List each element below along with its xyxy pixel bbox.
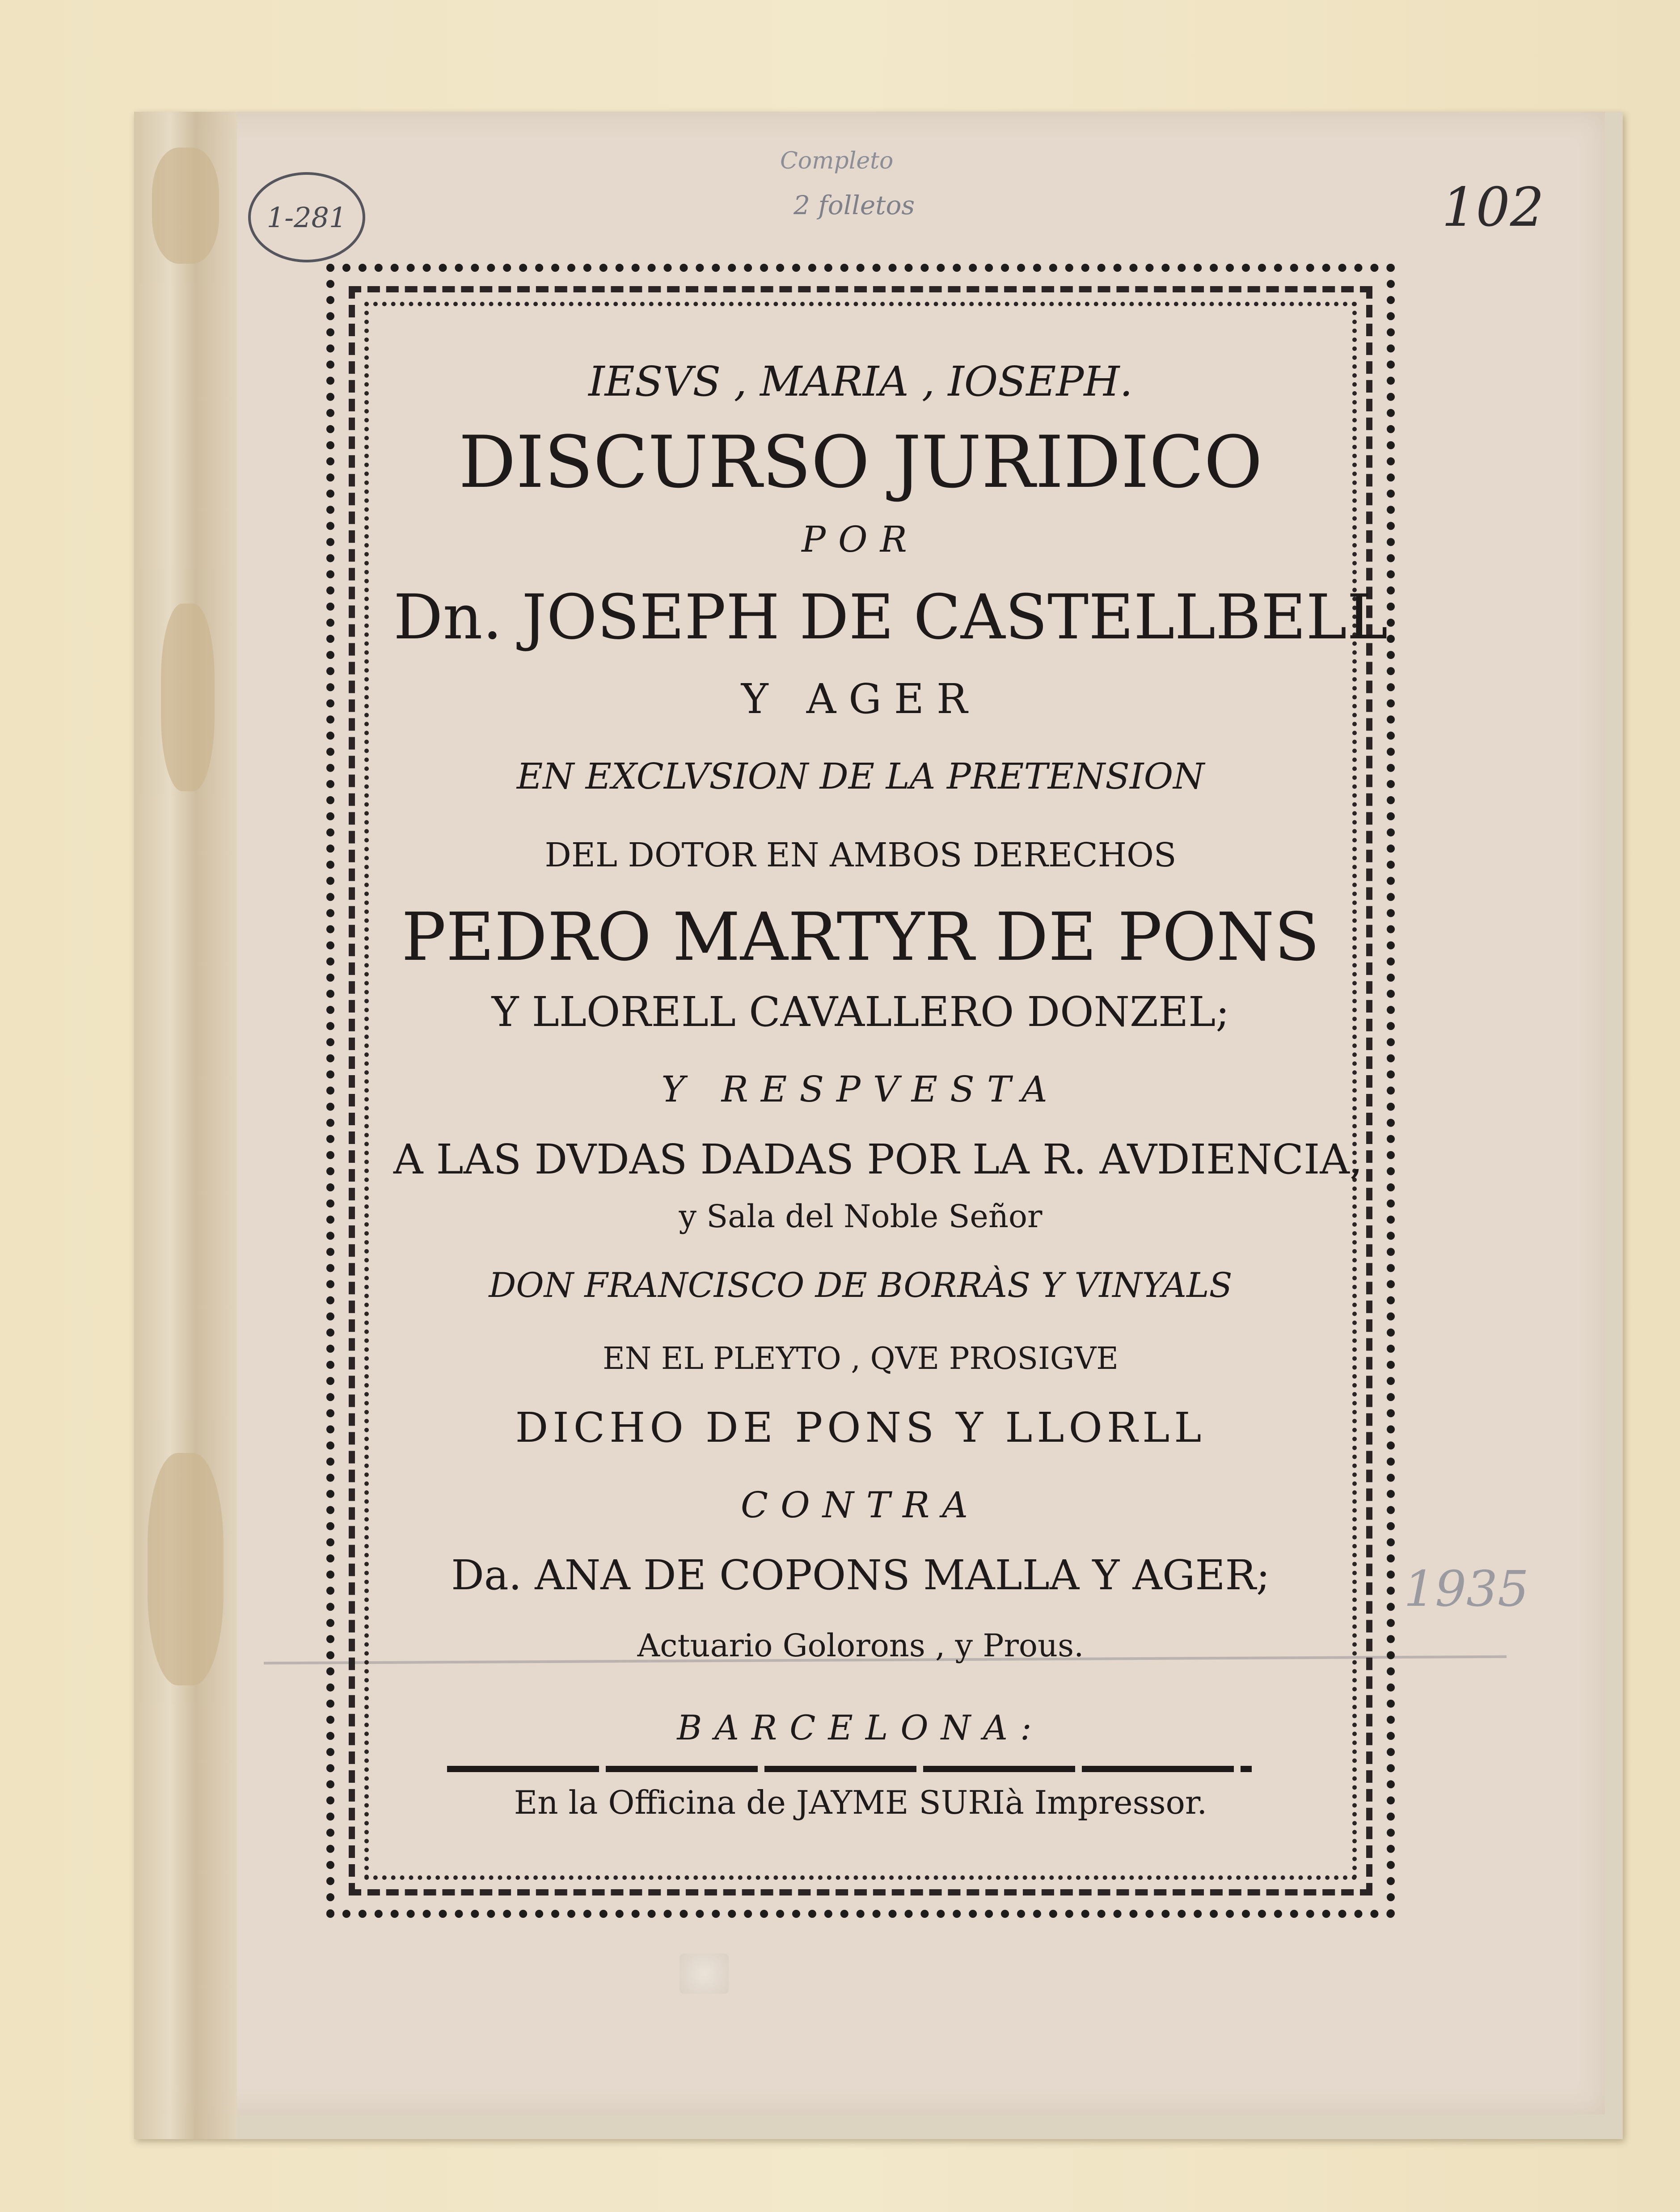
invocation: IESVS , MARIA , IOSEPH. [588, 358, 1133, 405]
worn-spine [134, 112, 237, 2139]
don-francisco-line: DON FRANCISCO DE BORRÀS Y VINYALS [489, 1265, 1233, 1305]
opponent-line: PEDRO MARTYR DE PONS [401, 899, 1320, 975]
doctor-line: DEL DOTOR EN AMBOS DERECHOS [545, 836, 1177, 874]
ana-line: Da. ANA DE COPONS MALLA Y AGER; [451, 1551, 1270, 1599]
spine-tear [152, 148, 219, 264]
spine-tear [148, 1453, 224, 1685]
handwritten-side-number: 1935 [1404, 1560, 1529, 1617]
imprint-rule [447, 1766, 1252, 1772]
printer-line: En la Officina de JAYME SURIà Impressor. [514, 1784, 1207, 1821]
circled-catalog-number: 1-281 [248, 172, 365, 262]
exclusion-line: EN EXCLVSION DE LA PRETENSION [516, 756, 1205, 797]
por-line: POR [802, 519, 920, 560]
opponent-line-2: Y LLORELL CAVALLERO DONZEL; [491, 988, 1230, 1036]
sala-line: y Sala del Noble Señor [679, 1198, 1043, 1235]
handwritten-page-number: 102 [1442, 177, 1545, 239]
dudas-line: A LAS DVDAS DADAS POR LA R. AVDIENCIA, [393, 1136, 1363, 1183]
handwritten-complete-note: Completo [780, 148, 894, 174]
spine-tear [161, 604, 215, 791]
handwritten-folletos-note: 2 folletos [794, 190, 915, 220]
respuesta-line: Y RESPVESTA [661, 1068, 1060, 1110]
dicho-line: DICHO DE PONS Y LLORLL [515, 1404, 1206, 1452]
pleyto-line: EN EL PLEYTO , QVE PROSIGVE [603, 1341, 1119, 1376]
contra-line: CONTRA [740, 1484, 981, 1526]
title: DISCURSO JURIDICO [458, 420, 1263, 504]
author-line-2: Y AGER [741, 675, 980, 723]
actuario-line: Actuario Golorons , y Prous. [637, 1627, 1084, 1664]
blind-stamp [680, 1954, 729, 1994]
author-line-1: Dn. JOSEPH DE CASTELLBELL [393, 581, 1388, 653]
city-line: BARCELONA: [677, 1708, 1044, 1748]
